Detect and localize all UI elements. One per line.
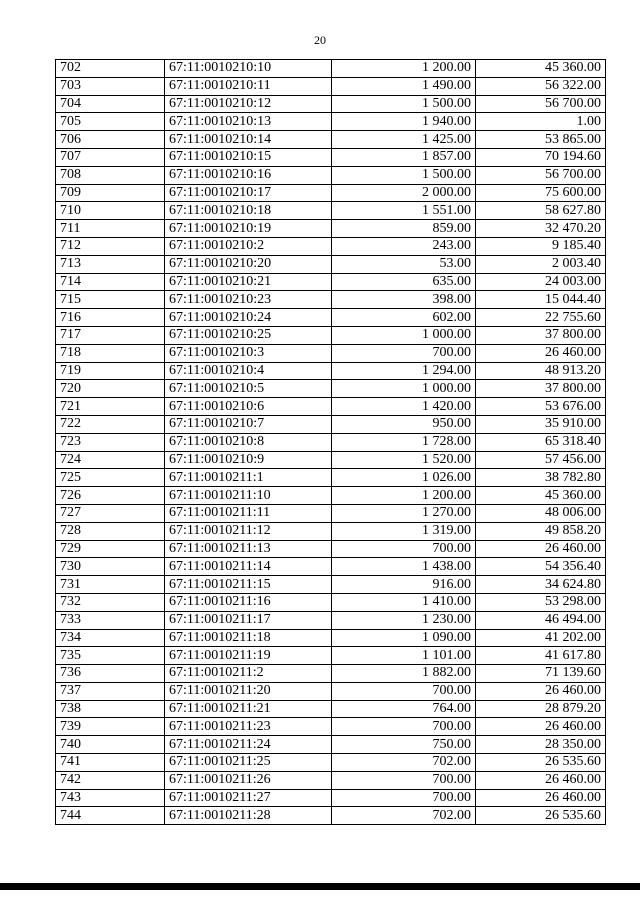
row-number-cell: 738 bbox=[56, 700, 165, 718]
area-cell: 1 500.00 bbox=[332, 166, 476, 184]
table-row bbox=[56, 77, 606, 95]
area-cell: 700.00 bbox=[332, 682, 476, 700]
cadastral-number-cell: 67:11:0010211:1 bbox=[165, 469, 332, 487]
cadastral-value-cell: 9 185.40 bbox=[476, 237, 606, 255]
table-body bbox=[56, 60, 606, 825]
table-row bbox=[56, 255, 606, 273]
cadastral-value-cell: 26 460.00 bbox=[476, 344, 606, 362]
row-number-cell: 721 bbox=[56, 398, 165, 416]
area-cell: 700.00 bbox=[332, 540, 476, 558]
cadastral-number-cell: 67:11:0010211:2 bbox=[165, 665, 332, 683]
table-row bbox=[56, 362, 606, 380]
cadastral-value-cell: 75 600.00 bbox=[476, 184, 606, 202]
cadastral-number-cell: 67:11:0010210:16 bbox=[165, 166, 332, 184]
cadastral-number-cell: 67:11:0010211:20 bbox=[165, 682, 332, 700]
table-row bbox=[56, 60, 606, 78]
area-cell: 1 000.00 bbox=[332, 326, 476, 344]
row-number-cell: 723 bbox=[56, 433, 165, 451]
row-number-cell: 717 bbox=[56, 326, 165, 344]
area-cell: 2 000.00 bbox=[332, 184, 476, 202]
cadastral-number-cell: 67:11:0010211:28 bbox=[165, 807, 332, 825]
area-cell: 1 200.00 bbox=[332, 60, 476, 78]
row-number-cell: 730 bbox=[56, 558, 165, 576]
cadastral-value-cell: 28 879.20 bbox=[476, 700, 606, 718]
area-cell: 1 520.00 bbox=[332, 451, 476, 469]
table-row bbox=[56, 665, 606, 683]
table-row bbox=[56, 647, 606, 665]
cadastral-value-cell: 32 470.20 bbox=[476, 220, 606, 238]
row-number-cell: 709 bbox=[56, 184, 165, 202]
cadastral-value-cell: 56 700.00 bbox=[476, 95, 606, 113]
cadastral-value-cell: 53 676.00 bbox=[476, 398, 606, 416]
table-row bbox=[56, 131, 606, 149]
cadastral-number-cell: 67:11:0010211:10 bbox=[165, 487, 332, 505]
area-cell: 1 200.00 bbox=[332, 487, 476, 505]
cadastral-number-cell: 67:11:0010210:25 bbox=[165, 326, 332, 344]
cadastral-value-cell: 15 044.40 bbox=[476, 291, 606, 309]
table-row bbox=[56, 273, 606, 291]
table-row bbox=[56, 611, 606, 629]
area-cell: 1 230.00 bbox=[332, 611, 476, 629]
area-cell: 700.00 bbox=[332, 718, 476, 736]
area-cell: 1 026.00 bbox=[332, 469, 476, 487]
area-cell: 1 410.00 bbox=[332, 593, 476, 611]
table-row bbox=[56, 522, 606, 540]
row-number-cell: 731 bbox=[56, 576, 165, 594]
cadastral-value-table bbox=[55, 59, 606, 825]
row-number-cell: 708 bbox=[56, 166, 165, 184]
row-number-cell: 716 bbox=[56, 309, 165, 327]
table-row bbox=[56, 326, 606, 344]
area-cell: 1 294.00 bbox=[332, 362, 476, 380]
cadastral-number-cell: 67:11:0010210:12 bbox=[165, 95, 332, 113]
cadastral-number-cell: 67:11:0010211:21 bbox=[165, 700, 332, 718]
area-cell: 1 270.00 bbox=[332, 504, 476, 522]
cadastral-value-cell: 26 460.00 bbox=[476, 771, 606, 789]
row-number-cell: 722 bbox=[56, 415, 165, 433]
table-row bbox=[56, 487, 606, 505]
table-row bbox=[56, 309, 606, 327]
cadastral-number-cell: 67:11:0010210:14 bbox=[165, 131, 332, 149]
table-row bbox=[56, 202, 606, 220]
cadastral-number-cell: 67:11:0010210:17 bbox=[165, 184, 332, 202]
row-number-cell: 739 bbox=[56, 718, 165, 736]
cadastral-value-cell: 45 360.00 bbox=[476, 487, 606, 505]
area-cell: 1 882.00 bbox=[332, 665, 476, 683]
table-row bbox=[56, 558, 606, 576]
table-row bbox=[56, 718, 606, 736]
area-cell: 1 438.00 bbox=[332, 558, 476, 576]
area-cell: 1 101.00 bbox=[332, 647, 476, 665]
area-cell: 702.00 bbox=[332, 754, 476, 772]
cadastral-value-cell: 1.00 bbox=[476, 113, 606, 131]
table-row bbox=[56, 415, 606, 433]
row-number-cell: 711 bbox=[56, 220, 165, 238]
row-number-cell: 714 bbox=[56, 273, 165, 291]
cadastral-number-cell: 67:11:0010210:9 bbox=[165, 451, 332, 469]
row-number-cell: 728 bbox=[56, 522, 165, 540]
row-number-cell: 725 bbox=[56, 469, 165, 487]
area-cell: 700.00 bbox=[332, 789, 476, 807]
cadastral-value-cell: 26 460.00 bbox=[476, 718, 606, 736]
table-row bbox=[56, 576, 606, 594]
area-cell: 700.00 bbox=[332, 344, 476, 362]
table-row bbox=[56, 469, 606, 487]
cadastral-value-cell: 37 800.00 bbox=[476, 326, 606, 344]
cadastral-value-cell: 26 460.00 bbox=[476, 540, 606, 558]
area-cell: 1 857.00 bbox=[332, 148, 476, 166]
cadastral-number-cell: 67:11:0010211:15 bbox=[165, 576, 332, 594]
row-number-cell: 702 bbox=[56, 60, 165, 78]
cadastral-number-cell: 67:11:0010210:24 bbox=[165, 309, 332, 327]
row-number-cell: 715 bbox=[56, 291, 165, 309]
row-number-cell: 744 bbox=[56, 807, 165, 825]
cadastral-number-cell: 67:11:0010210:19 bbox=[165, 220, 332, 238]
cadastral-value-cell: 26 460.00 bbox=[476, 682, 606, 700]
table-row bbox=[56, 771, 606, 789]
cadastral-number-cell: 67:11:0010211:11 bbox=[165, 504, 332, 522]
cadastral-value-cell: 70 194.60 bbox=[476, 148, 606, 166]
cadastral-number-cell: 67:11:0010210:13 bbox=[165, 113, 332, 131]
row-number-cell: 737 bbox=[56, 682, 165, 700]
table-row bbox=[56, 504, 606, 522]
area-cell: 243.00 bbox=[332, 237, 476, 255]
row-number-cell: 718 bbox=[56, 344, 165, 362]
table-row bbox=[56, 629, 606, 647]
cadastral-number-cell: 67:11:0010210:21 bbox=[165, 273, 332, 291]
cadastral-number-cell: 67:11:0010210:3 bbox=[165, 344, 332, 362]
row-number-cell: 704 bbox=[56, 95, 165, 113]
table-row bbox=[56, 807, 606, 825]
cadastral-number-cell: 67:11:0010211:18 bbox=[165, 629, 332, 647]
row-number-cell: 732 bbox=[56, 593, 165, 611]
cadastral-value-cell: 57 456.00 bbox=[476, 451, 606, 469]
area-cell: 916.00 bbox=[332, 576, 476, 594]
area-cell: 53.00 bbox=[332, 255, 476, 273]
cadastral-value-cell: 45 360.00 bbox=[476, 60, 606, 78]
cadastral-value-cell: 34 624.80 bbox=[476, 576, 606, 594]
cadastral-number-cell: 67:11:0010211:14 bbox=[165, 558, 332, 576]
row-number-cell: 710 bbox=[56, 202, 165, 220]
cadastral-value-cell: 41 617.80 bbox=[476, 647, 606, 665]
cadastral-number-cell: 67:11:0010210:2 bbox=[165, 237, 332, 255]
area-cell: 398.00 bbox=[332, 291, 476, 309]
row-number-cell: 724 bbox=[56, 451, 165, 469]
row-number-cell: 734 bbox=[56, 629, 165, 647]
area-cell: 1 000.00 bbox=[332, 380, 476, 398]
cadastral-number-cell: 67:11:0010210:6 bbox=[165, 398, 332, 416]
row-number-cell: 729 bbox=[56, 540, 165, 558]
table-row bbox=[56, 593, 606, 611]
area-cell: 750.00 bbox=[332, 736, 476, 754]
row-number-cell: 707 bbox=[56, 148, 165, 166]
cadastral-value-cell: 26 535.60 bbox=[476, 807, 606, 825]
table-row bbox=[56, 344, 606, 362]
cadastral-value-cell: 46 494.00 bbox=[476, 611, 606, 629]
area-cell: 602.00 bbox=[332, 309, 476, 327]
row-number-cell: 705 bbox=[56, 113, 165, 131]
row-number-cell: 720 bbox=[56, 380, 165, 398]
cadastral-value-cell: 41 202.00 bbox=[476, 629, 606, 647]
cadastral-number-cell: 67:11:0010210:7 bbox=[165, 415, 332, 433]
area-cell: 1 500.00 bbox=[332, 95, 476, 113]
cadastral-number-cell: 67:11:0010210:18 bbox=[165, 202, 332, 220]
area-cell: 1 490.00 bbox=[332, 77, 476, 95]
area-cell: 635.00 bbox=[332, 273, 476, 291]
cadastral-number-cell: 67:11:0010211:13 bbox=[165, 540, 332, 558]
cadastral-value-cell: 56 322.00 bbox=[476, 77, 606, 95]
cadastral-value-cell: 28 350.00 bbox=[476, 736, 606, 754]
cadastral-value-cell: 35 910.00 bbox=[476, 415, 606, 433]
table-row bbox=[56, 433, 606, 451]
row-number-cell: 741 bbox=[56, 754, 165, 772]
cadastral-value-cell: 65 318.40 bbox=[476, 433, 606, 451]
table-row bbox=[56, 398, 606, 416]
table-row bbox=[56, 789, 606, 807]
cadastral-value-cell: 56 700.00 bbox=[476, 166, 606, 184]
area-cell: 1 319.00 bbox=[332, 522, 476, 540]
area-cell: 702.00 bbox=[332, 807, 476, 825]
cadastral-number-cell: 67:11:0010210:8 bbox=[165, 433, 332, 451]
row-number-cell: 740 bbox=[56, 736, 165, 754]
cadastral-value-cell: 58 627.80 bbox=[476, 202, 606, 220]
area-cell: 1 728.00 bbox=[332, 433, 476, 451]
row-number-cell: 733 bbox=[56, 611, 165, 629]
area-cell: 950.00 bbox=[332, 415, 476, 433]
cadastral-number-cell: 67:11:0010211:26 bbox=[165, 771, 332, 789]
cadastral-number-cell: 67:11:0010211:17 bbox=[165, 611, 332, 629]
row-number-cell: 719 bbox=[56, 362, 165, 380]
cadastral-number-cell: 67:11:0010211:24 bbox=[165, 736, 332, 754]
row-number-cell: 713 bbox=[56, 255, 165, 273]
cadastral-value-cell: 48 006.00 bbox=[476, 504, 606, 522]
area-cell: 859.00 bbox=[332, 220, 476, 238]
row-number-cell: 743 bbox=[56, 789, 165, 807]
cadastral-value-cell: 37 800.00 bbox=[476, 380, 606, 398]
cadastral-number-cell: 67:11:0010211:12 bbox=[165, 522, 332, 540]
table-row bbox=[56, 220, 606, 238]
table-row bbox=[56, 451, 606, 469]
table-row bbox=[56, 95, 606, 113]
cadastral-number-cell: 67:11:0010210:15 bbox=[165, 148, 332, 166]
row-number-cell: 735 bbox=[56, 647, 165, 665]
cadastral-value-cell: 54 356.40 bbox=[476, 558, 606, 576]
table-row bbox=[56, 113, 606, 131]
row-number-cell: 727 bbox=[56, 504, 165, 522]
row-number-cell: 736 bbox=[56, 665, 165, 683]
table-row bbox=[56, 166, 606, 184]
cadastral-value-cell: 48 913.20 bbox=[476, 362, 606, 380]
area-cell: 1 425.00 bbox=[332, 131, 476, 149]
table-row bbox=[56, 237, 606, 255]
row-number-cell: 706 bbox=[56, 131, 165, 149]
cadastral-number-cell: 67:11:0010211:19 bbox=[165, 647, 332, 665]
table-row bbox=[56, 380, 606, 398]
cadastral-value-cell: 71 139.60 bbox=[476, 665, 606, 683]
row-number-cell: 703 bbox=[56, 77, 165, 95]
cadastral-number-cell: 67:11:0010211:23 bbox=[165, 718, 332, 736]
cadastral-number-cell: 67:11:0010210:11 bbox=[165, 77, 332, 95]
cadastral-value-cell: 26 460.00 bbox=[476, 789, 606, 807]
cadastral-number-cell: 67:11:0010210:10 bbox=[165, 60, 332, 78]
area-cell: 1 940.00 bbox=[332, 113, 476, 131]
row-number-cell: 742 bbox=[56, 771, 165, 789]
cadastral-value-cell: 53 298.00 bbox=[476, 593, 606, 611]
table-row bbox=[56, 736, 606, 754]
cadastral-number-cell: 67:11:0010210:4 bbox=[165, 362, 332, 380]
cadastral-number-cell: 67:11:0010211:16 bbox=[165, 593, 332, 611]
cadastral-value-cell: 2 003.40 bbox=[476, 255, 606, 273]
table-row bbox=[56, 184, 606, 202]
cadastral-number-cell: 67:11:0010210:23 bbox=[165, 291, 332, 309]
area-cell: 764.00 bbox=[332, 700, 476, 718]
cadastral-value-cell: 22 755.60 bbox=[476, 309, 606, 327]
row-number-cell: 726 bbox=[56, 487, 165, 505]
page-number: 20 bbox=[314, 33, 326, 47]
table-row bbox=[56, 754, 606, 772]
area-cell: 700.00 bbox=[332, 771, 476, 789]
cadastral-number-cell: 67:11:0010210:5 bbox=[165, 380, 332, 398]
area-cell: 1 420.00 bbox=[332, 398, 476, 416]
cadastral-number-cell: 67:11:0010210:20 bbox=[165, 255, 332, 273]
row-number-cell: 712 bbox=[56, 237, 165, 255]
table-row bbox=[56, 540, 606, 558]
cadastral-value-cell: 53 865.00 bbox=[476, 131, 606, 149]
cadastral-value-cell: 38 782.80 bbox=[476, 469, 606, 487]
cadastral-value-cell: 24 003.00 bbox=[476, 273, 606, 291]
table-row bbox=[56, 700, 606, 718]
cadastral-number-cell: 67:11:0010211:27 bbox=[165, 789, 332, 807]
area-cell: 1 551.00 bbox=[332, 202, 476, 220]
table-row bbox=[56, 148, 606, 166]
cadastral-number-cell: 67:11:0010211:25 bbox=[165, 754, 332, 772]
table-row bbox=[56, 291, 606, 309]
table-row bbox=[56, 682, 606, 700]
bottom-rule bbox=[0, 883, 640, 890]
area-cell: 1 090.00 bbox=[332, 629, 476, 647]
cadastral-value-cell: 49 858.20 bbox=[476, 522, 606, 540]
cadastral-value-cell: 26 535.60 bbox=[476, 754, 606, 772]
